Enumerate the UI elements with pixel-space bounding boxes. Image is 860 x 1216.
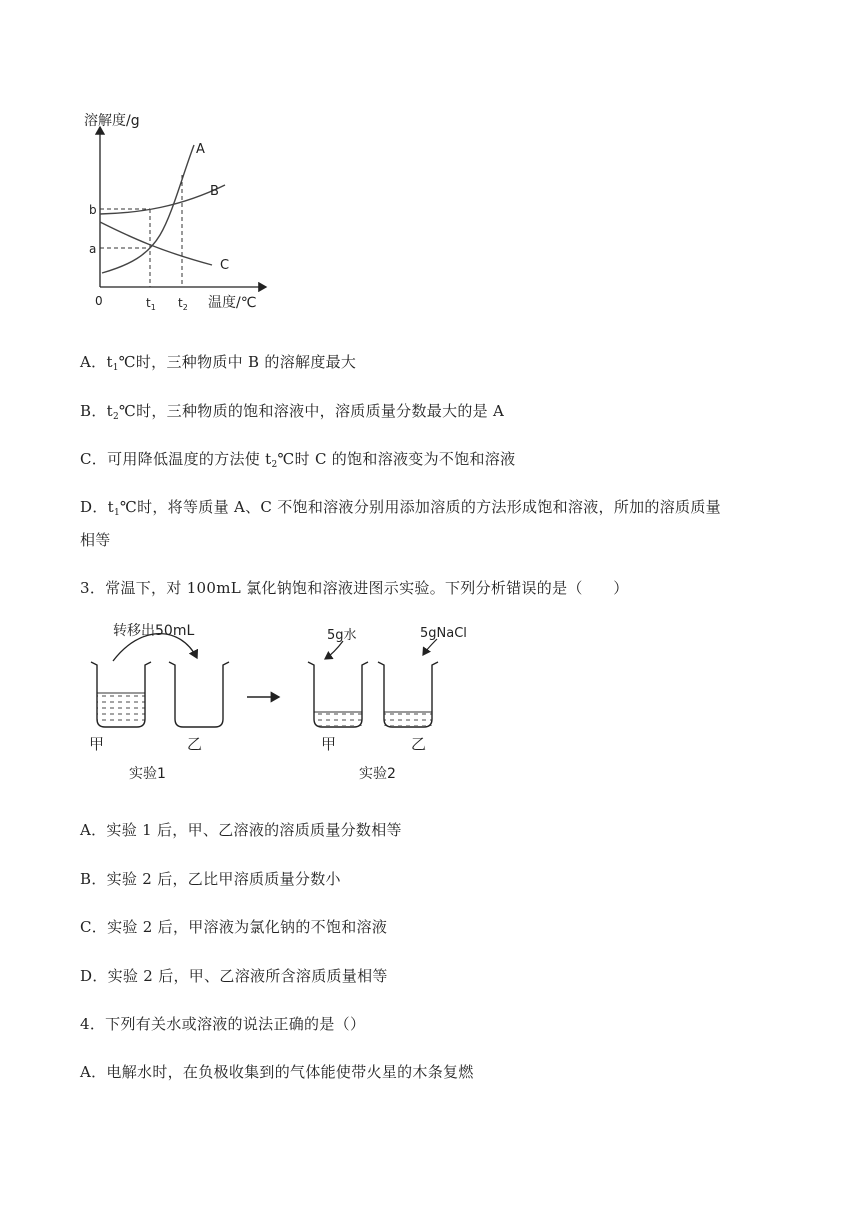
q2-option-d-continued: 相等 bbox=[80, 531, 111, 549]
label-exp1: 实验1 bbox=[129, 766, 166, 782]
beaker-jia-exp2 bbox=[308, 662, 368, 727]
label-jia-exp2: 甲 bbox=[321, 735, 337, 753]
origin-label: 0 bbox=[95, 294, 103, 308]
curve-label-a: A bbox=[196, 142, 205, 157]
q4-stem: 4．下列有关水或溶液的说法正确的是（） bbox=[80, 1015, 366, 1033]
curve-c bbox=[100, 222, 212, 265]
y-tick-a: a bbox=[89, 242, 97, 256]
q3-option-c: C．实验 2 后，甲溶液为氯化钠的不饱和溶液 bbox=[80, 918, 388, 936]
label-jia-exp1: 甲 bbox=[89, 735, 105, 753]
curve-label-c: C bbox=[220, 258, 230, 273]
q4-option-a: A．电解水时，在负极收集到的气体能使带火星的木条复燃 bbox=[80, 1063, 474, 1081]
label-yi-exp2: 乙 bbox=[411, 735, 427, 753]
q3-option-d: D．实验 2 后，甲、乙溶液所含溶质质量相等 bbox=[80, 967, 388, 985]
q3-option-a: A．实验 1 后，甲、乙溶液的溶质质量分数相等 bbox=[80, 821, 402, 839]
label-exp2: 实验2 bbox=[359, 766, 396, 782]
curve-label-b: B bbox=[210, 184, 219, 199]
q2-option-b: B．$t_2℃$时，三种物质的饱和溶液中，溶质质量分数最大的是 A bbox=[80, 402, 505, 422]
x-tick-t1: $t_1$ bbox=[146, 296, 156, 312]
y-tick-b: b bbox=[89, 203, 97, 217]
q3-stem: 3．常温下，对 100mL 氯化钠饱和溶液进图示实验。下列分析错误的是（ ） bbox=[80, 579, 629, 597]
beaker-yi-exp2 bbox=[378, 662, 438, 727]
label-yi-exp1: 乙 bbox=[187, 735, 203, 753]
y-axis-label: 溶解度/g bbox=[84, 113, 140, 129]
x-axis-label: 温度/℃ bbox=[208, 295, 257, 311]
solubility-graph bbox=[70, 105, 280, 315]
transfer-label: 转移出50mL bbox=[113, 623, 195, 639]
experiment-figure bbox=[85, 615, 485, 790]
q2-option-a: A．$t_1℃$时，三种物质中 B 的溶解度最大 bbox=[80, 353, 357, 373]
beaker-yi-exp1 bbox=[169, 662, 229, 727]
water-arrow bbox=[325, 641, 343, 659]
nacl-arrow bbox=[423, 639, 437, 655]
q2-option-d: D．$t_1℃$时，将等质量 A、C 不饱和溶液分别用添加溶质的方法形成饱和溶液，所加的溶质质量 bbox=[80, 498, 721, 518]
curve-b bbox=[100, 185, 225, 214]
water-label: 5g水 bbox=[327, 628, 357, 643]
x-tick-t2: $t_2$ bbox=[178, 296, 188, 312]
beaker-jia-exp1 bbox=[91, 662, 151, 727]
nacl-label: 5gNaCl bbox=[420, 626, 467, 641]
q3-option-b: B．实验 2 后，乙比甲溶质质量分数小 bbox=[80, 870, 341, 888]
q2-option-c: C．可用降低温度的方法使 $t_2℃$时 C 的饱和溶液变为不饱和溶液 bbox=[80, 450, 516, 470]
